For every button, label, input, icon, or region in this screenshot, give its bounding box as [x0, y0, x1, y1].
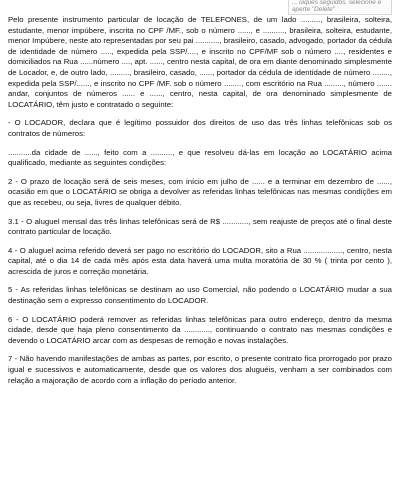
instruction-hint-line-2: aperte "Delete": [292, 5, 335, 13]
contract-clause-7-renewal: 7 - Não havendo manifestações de ambas as partes, por escrito, o presente contrato fica prorrogado por prazo igual e sucessivos e automaticamente, desde que os valores dos aluguéis, venham a ser combinados com relação a majoração de acordo com a inflação do período anterior.: [8, 354, 392, 385]
contract-clause-3-rent: 3.1 - O aluguel mensal das três linhas telefônicas será de R$ ............, sem reajuste de preços até o final deste contrato particular de locação.: [8, 216, 392, 237]
contract-document: [8, 15, 392, 394]
instruction-hint-box: [288, 0, 392, 15]
contract-paragraph-declaration: - O LOCADOR, declara que é legítimo possuidor dos direitos de uso das três linhas telefônicas sob os contratos de números:: [8, 118, 392, 138]
instruction-hint-line-1: ... úiques seguidos, selecione e: [292, 0, 382, 6]
contract-paragraph-conditions: ...........da cidade de ......, feito com a .........., e que resolveu dá-las em locação ao LOCATÁRIO acima qualificado, mediante as seguintes condições:: [8, 147, 392, 168]
contract-clause-2-term: 2 - O prazo de locação será de seis meses, com início em julho de ...... e a terminar em dezembro de ......, ocasião em que o LOCATÁRIO se obriga a devolver as referidas linhas telefônicas nas mesmas condições em que as recebeu, ou seja, livres de qualquer débito.: [8, 176, 392, 207]
contract-paragraph-parties: Pelo presente instrumento particular de locação de TELEFONES, de um lado ........., brasileira, solteira, estudante, menor impúbere, inscrita no CPF /MF., sob o número ......, e .........., brasileira, solteira, estudante, menor Impúbere, neste ato representadas por seu pai ..........., brasileiro, casado, advogado, portador da cédula de identidade de número ....., expedida pela SSP/...., e inscrito no CPF/MF sob o número ...., residentes e domiciliados na Rua ......número ...., apt. ......, centro nesta capital, de ora em diante denominado simplesmente de Locador, e, de outro lado, ........., brasileiro, casado, ......, portador da cédula de identidade de número ........, expedida pela SSP/......, e inscrito no CPF /MF. sob o número ........, com escritório na Rua ........., número ....... andar, conjuntos de números ...... e ......, centro, nesta capital, de ora denominado simplesmente de LOCATÁRIO, têm justo e contratado o seguinte:: [8, 15, 392, 109]
contract-clause-6-removal: 6 - O LOCATÁRIO poderá remover as referidas linhas telefônicas para outro endereço, dentro da mesma cidade, desde que haja pleno consentimento da ............, continuando o contrato nas mesmas condições e devendo o LOCATÁRIO arcar com as despesas de remoção e novas instalações.: [8, 314, 392, 345]
contract-clause-4-payment: 4 - O aluguel acima referido deverá ser pago no escritório do LOCADOR, sito a Rua .................., centro, nesta capital, até o dia 14 de cada mês após esta data haverá uma multa moratória de 30 % ( trinta por cento ), acrescida de juros e correção monetária.: [8, 245, 392, 276]
contract-clause-5-use: 5 - As referidas linhas telefônicas se destinam ao uso Comercial, não podendo o LOCATÁRIO mudar a sua destinação sem o expresso consentimento do LOCADOR.: [8, 285, 392, 306]
